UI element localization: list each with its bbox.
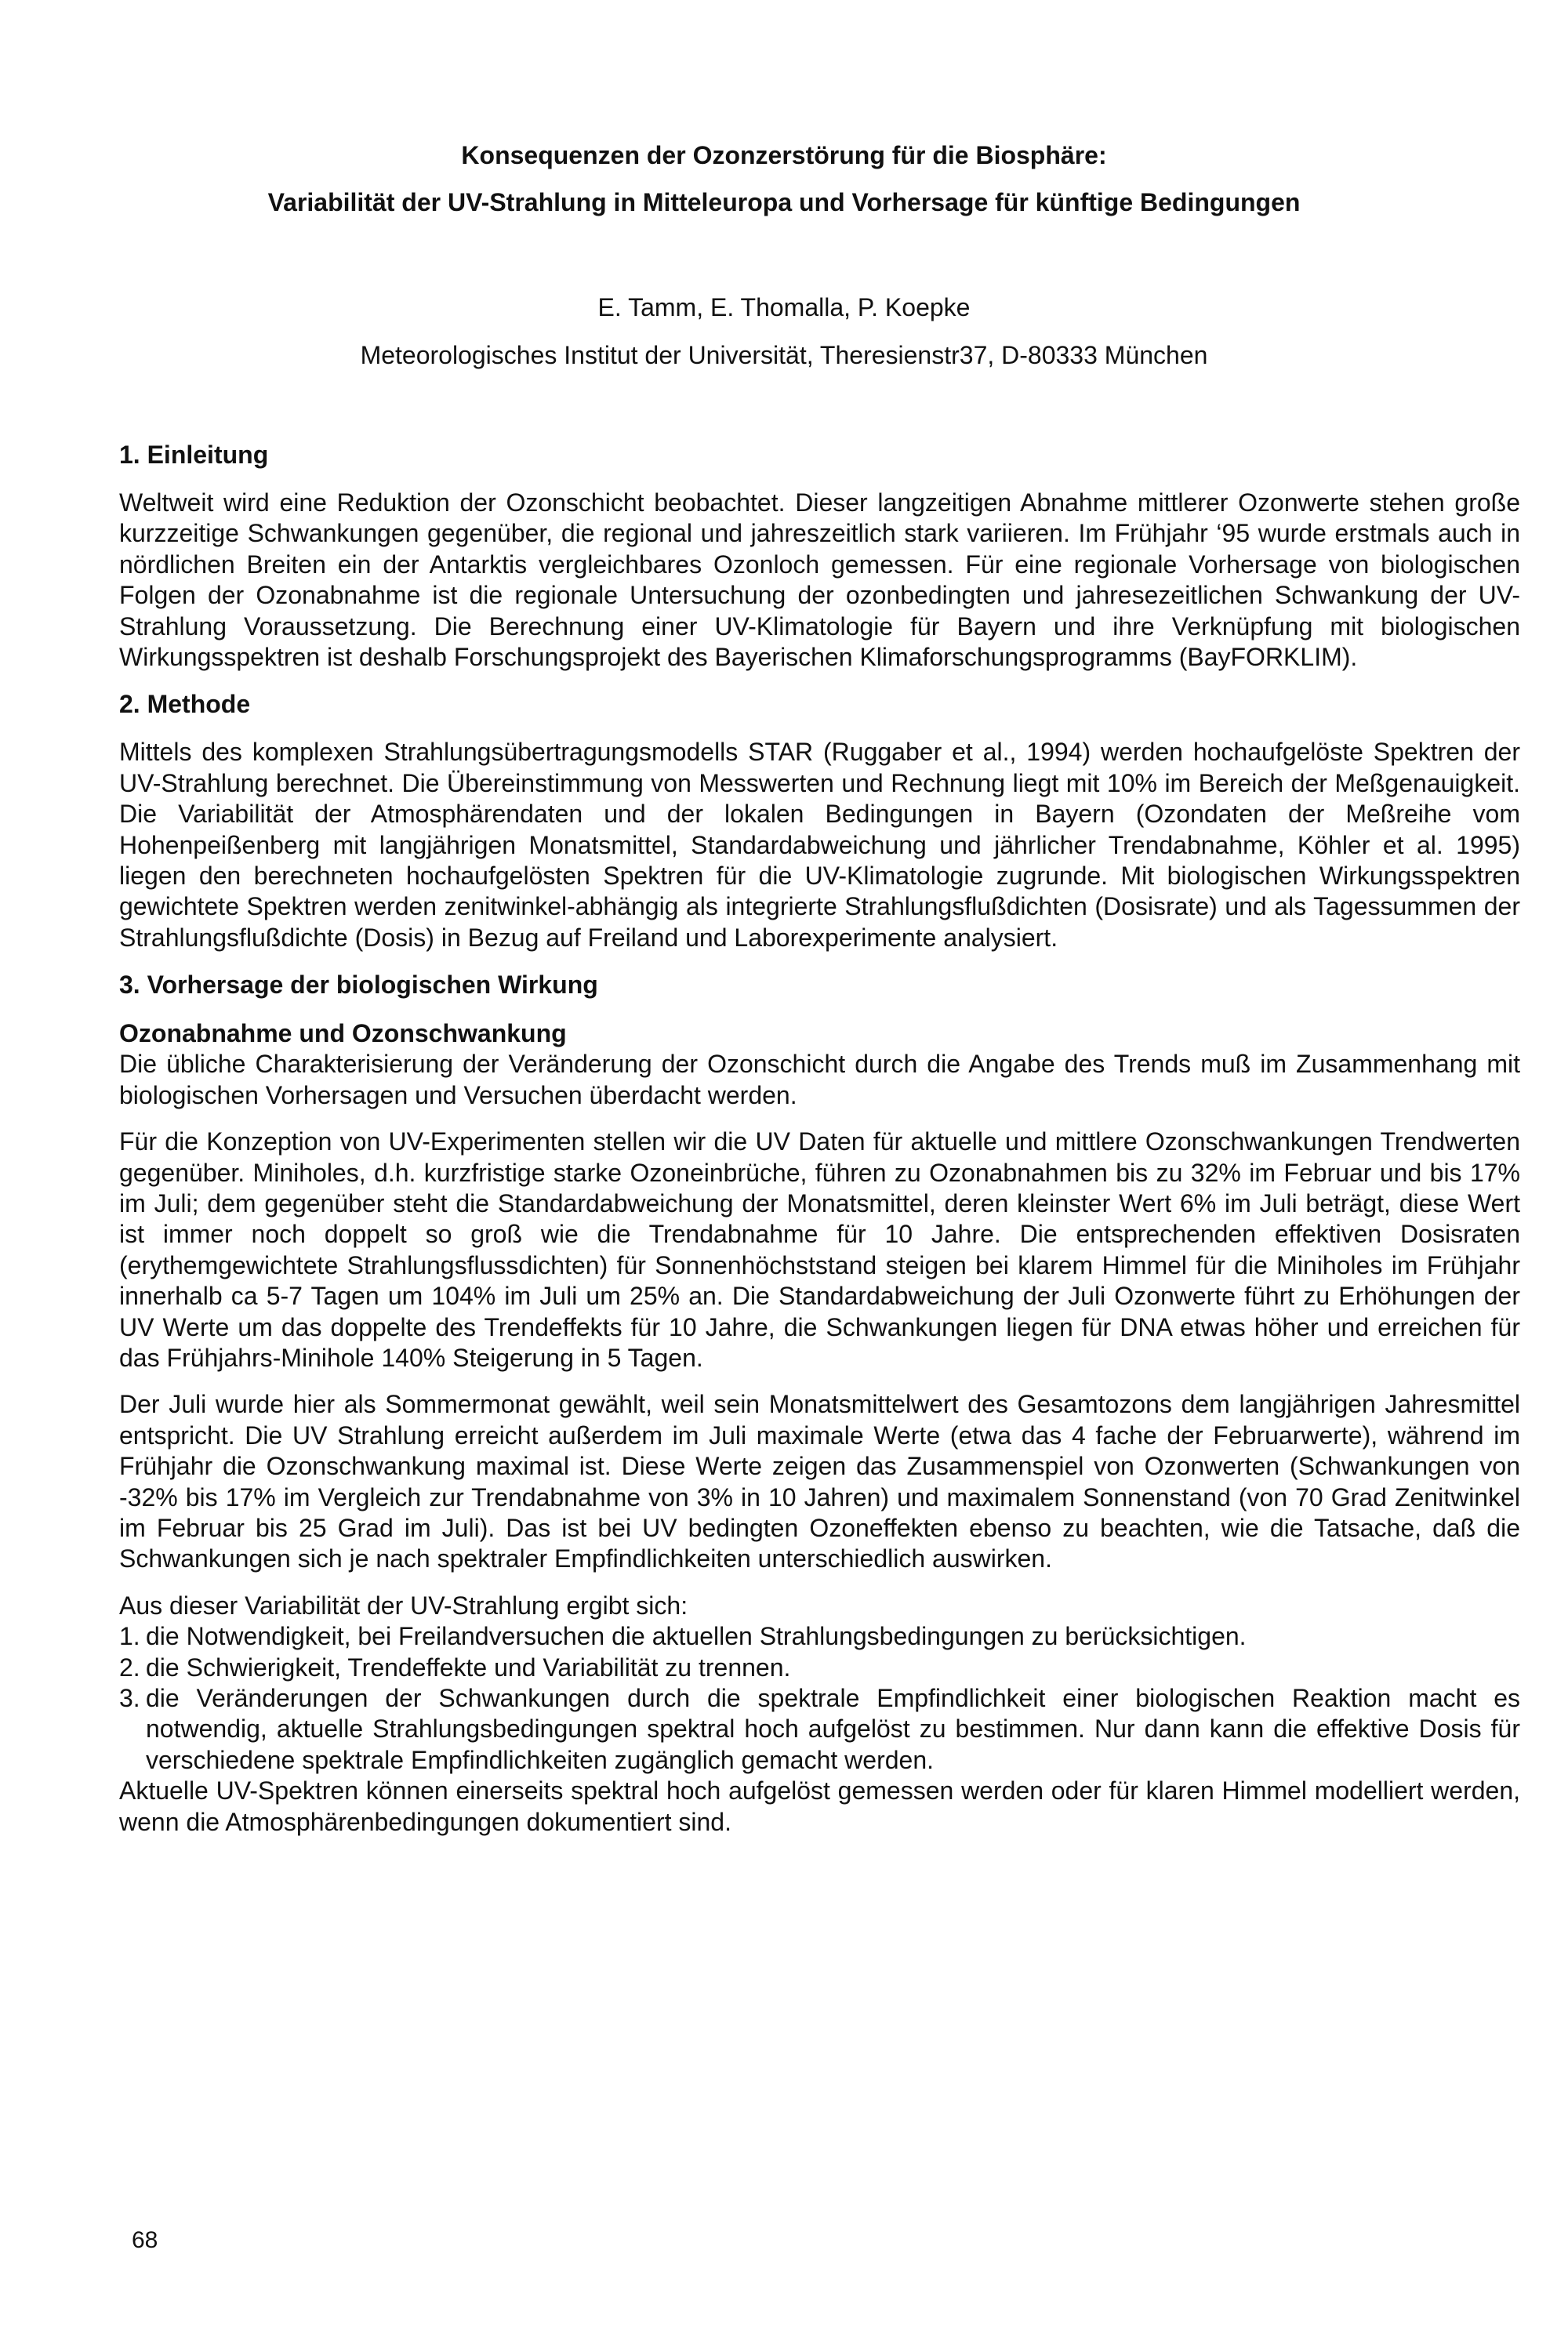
author-affiliation: Meteorologisches Institut der Universität, Theresienstr37, D-80333 München bbox=[360, 341, 1208, 369]
paper-title-line-1: Konsequenzen der Ozonzerstörung für die Biosphäre: bbox=[461, 141, 1107, 169]
section-prediction bbox=[119, 969, 1520, 1838]
author-names: E. Tamm, E. Thomalla, P. Koepke bbox=[597, 293, 971, 321]
paper-body bbox=[119, 439, 1520, 1853]
consequence-list bbox=[119, 1621, 1520, 1776]
list-item bbox=[119, 1683, 1520, 1776]
section-heading: 3. Vorhersage der biologischen Wirkung bbox=[119, 971, 598, 1000]
subsection-heading: Ozonabnahme und Ozonschwankung bbox=[119, 1019, 567, 1048]
paragraph: Mittels des komplexen Strahlungsübertragungsmodells STAR (Ruggaber et al., 1994) werden hochaufgelöste Spektren der UV-Strahlung berechnet. Die Übereinstimmung von Messwerten und Rechnung liegt mit 10% im Bereich der Meßgenauigkeit. Die Variabilität der Atmosphärendaten und der lokalen Bedingungen in Bayern (Ozondaten der Meßreihe vom Hohenpeißenberg mit langjährigen Monatsmittel, Standardabweichung und jährlicher Trendabnahme, Köhler et al. 1995) liegen den berechneten hochaufgelösten Spektren für die UV-Klimatologie zugrunde. Mit biologischen Wirkungsspektren gewichtete Spektren werden zenitwinkel-abhängig als integrierte Strahlungsflußdichten (Dosisrate) und als Tagessummen der Strahlungsflußdichte (Dosis) in Bezug auf Freiland und Laborexperimente analysiert. bbox=[119, 738, 1520, 952]
list-item-text: die Schwierigkeit, Trendeffekte und Variabilität zu trennen. bbox=[146, 1653, 791, 1682]
paragraph: Für die Konzeption von UV-Experimenten stellen wir die UV Daten für aktuelle und mittlere Ozonschwankungen Trendwerten gegenüber. Miniholes, d.h. kurzfristige starke Ozoneinbrüche, führen zu Ozonabnahmen bis zu 32% im Februar und bis 17% im Juli; dem gegenüber steht die Standardabweichung der Monatsmittel, deren kleinster Wert 6% im Juli beträgt, diese Wert ist immer noch doppelt so groß wie die Trendabnahme für 10 Jahre. Die entsprechenden effektiven Dosisraten (erythemgewichtete Strahlungsflussdichten) für Sonnenhöchststand steigen bei klarem Himmel für die Miniholes im Frühjahr innerhalb ca 5-7 Tagen um 104% im Juli um 25% an. Die Standardabweichung der Juli Ozonwerte führt zu Erhöhungen der UV Werte um das doppelte des Trendeffekts für 10 Jahre, die Schwankungen liegen für DNA etwas höher und erreichen für das Frühjahrs-Minihole 140% Steigerung in 5 Tagen. bbox=[119, 1127, 1520, 1372]
list-item-number: 2. bbox=[119, 1653, 140, 1682]
list-item-text: die Notwendigkeit, bei Freilandversuchen die aktuellen Strahlungsbedingungen zu berücksichtigen. bbox=[146, 1622, 1247, 1651]
list-item-number: 1. bbox=[119, 1622, 140, 1651]
paragraph: Der Juli wurde hier als Sommermonat gewählt, weil sein Monatsmittelwert des Gesamtozons dem langjährigen Jahresmittel entspricht. Die UV Strahlung erreicht außerdem im Juli maximale Werte (etwa das 4 fache der Februarwerte), während im Frühjahr die Ozonschwankung maximal ist. Diese Werte zeigen das Zusammenspiel von Ozonwerten (Schwankungen von -32% bis 17% im Vergleich zur Trendabnahme von 3% in 10 Jahren) und maximalem Sonnenstand (von 70 Grad Zenitwinkel im Februar bis 25 Grad im Juli). Das ist bei UV bedingten Ozoneffekten ebenso zu beachten, wie die Tatsache, daß die Schwankungen sich je nach spektraler Empfindlichkeiten unterschiedlich auswirken. bbox=[119, 1390, 1520, 1573]
list-intro: Aus dieser Variabilität der UV-Strahlung ergibt sich: bbox=[119, 1591, 688, 1620]
section-method bbox=[119, 688, 1520, 953]
paper-title-line-2: Variabilität der UV-Strahlung in Mitteleuropa und Vorhersage für künftige Bedingungen bbox=[267, 188, 1301, 216]
page-number: 68 bbox=[132, 2227, 158, 2253]
section-introduction bbox=[119, 439, 1520, 673]
closing-paragraph: Aktuelle UV-Spektren können einerseits spektral hoch aufgelöst gemessen werden oder für klaren Himmel modelliert werden, wenn die Atmosphärenbedingungen dokumentiert sind. bbox=[119, 1776, 1520, 1836]
list-item-number: 3. bbox=[119, 1684, 140, 1712]
list-item bbox=[119, 1653, 1520, 1683]
section-heading: 1. Einleitung bbox=[119, 441, 269, 469]
list-item bbox=[119, 1621, 1520, 1652]
paragraph: Weltweit wird eine Reduktion der Ozonschicht beobachtet. Dieser langzeitigen Abnahme mittlerer Ozonwerte stehen große kurzzeitige Schwankungen gegenüber, die regional und jahreszeitlich stark variieren. Im Frühjahr ‘95 wurde erstmals auch in nördlichen Breiten ein der Antarktis vergleichbares Ozonloch gemessen. Für eine regionale Vorhersage von biologischen Folgen der Ozonabnahme ist die regionale Untersuchung der ozonbedingten und jahresezeitlichen Schwankung der UV-Strahlung Voraussetzung. Die Berechnung einer UV-Klimatologie für Bayern und ihre Verknüpfung mit biologischen Wirkungsspektren ist deshalb Forschungsprojekt des Bayerischen Klimaforschungsprogramms (BayFORKLIM). bbox=[119, 488, 1520, 672]
paragraph: Die übliche Charakterisierung der Veränderung der Ozonschicht durch die Angabe des Trends muß im Zusammenhang mit biologischen Vorhersagen und Versuchen überdacht werden. bbox=[119, 1050, 1520, 1109]
list-item-text: die Veränderungen der Schwankungen durch die spektrale Empfindlichkeit einer biologischen Reaktion macht es notwendig, aktuelle Strahlungsbedingungen spektral hoch aufgelöst zu bestimmen. Nur dann kann die effektive Dosis für verschiedene spektrale Empfindlichkeiten zugänglich gemacht werden. bbox=[146, 1684, 1520, 1774]
section-heading: 2. Methode bbox=[119, 690, 251, 719]
